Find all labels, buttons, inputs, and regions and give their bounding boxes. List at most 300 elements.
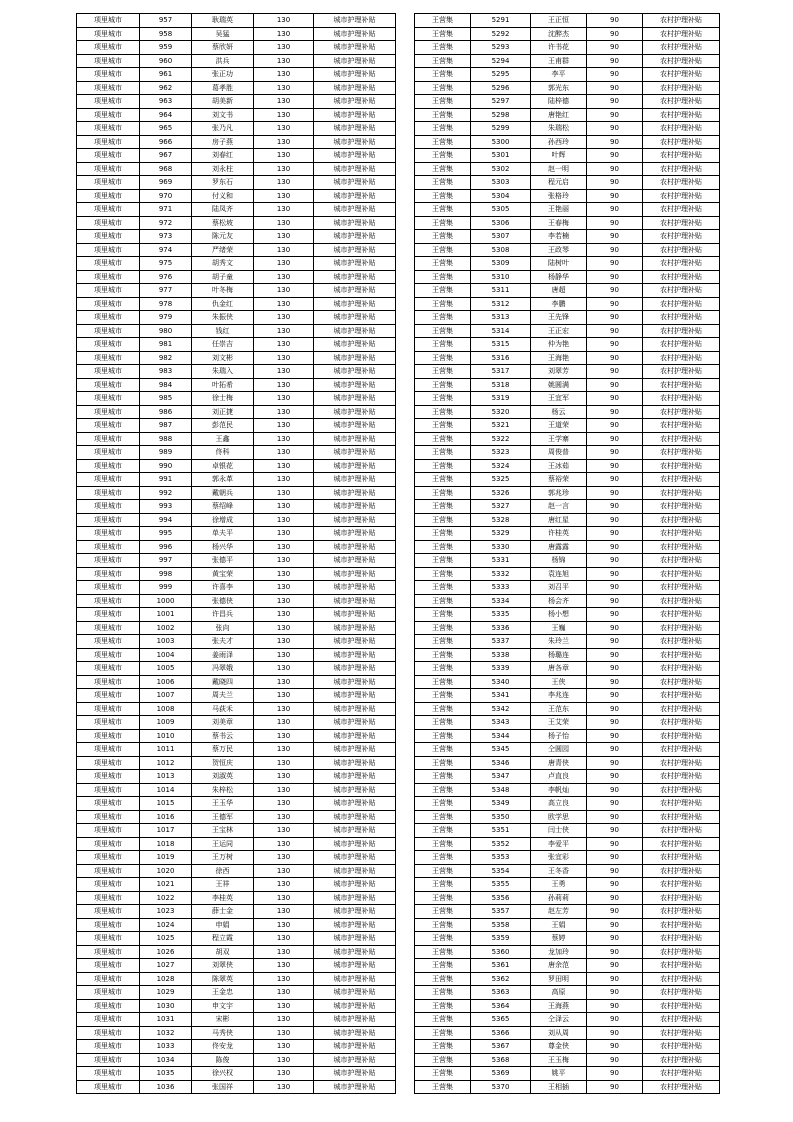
district-cell: 王营集	[415, 878, 471, 892]
amount-cell: 90	[587, 864, 643, 878]
subsidy-type-cell: 农村护理补贴	[643, 527, 720, 541]
name-cell: 杨兴华	[192, 540, 254, 554]
district-cell: 王营集	[415, 851, 471, 865]
table-row	[77, 27, 396, 41]
subsidy-type-cell: 农村护理补贴	[643, 216, 720, 230]
name-cell: 张格玲	[531, 189, 587, 203]
table-row	[415, 122, 720, 136]
amount-cell: 90	[587, 446, 643, 460]
name-cell: 唐各章	[531, 662, 587, 676]
name-cell: 王春梅	[531, 216, 587, 230]
serial-number-cell: 1013	[140, 770, 192, 784]
subsidy-type-cell: 农村护理补贴	[643, 554, 720, 568]
serial-number-cell: 989	[140, 446, 192, 460]
subsidy-type-cell: 城市护理补贴	[314, 297, 396, 311]
district-cell: 王营集	[415, 365, 471, 379]
district-cell: 项里城市	[77, 662, 140, 676]
serial-number-cell: 5300	[471, 135, 531, 149]
serial-number-cell: 5325	[471, 473, 531, 487]
serial-number-cell: 5367	[471, 1040, 531, 1054]
serial-number-cell: 5293	[471, 41, 531, 55]
amount-cell: 130	[254, 95, 314, 109]
name-cell: 王道荣	[531, 419, 587, 433]
serial-number-cell: 5321	[471, 419, 531, 433]
name-cell: 王正宏	[531, 324, 587, 338]
name-cell: 赵一言	[531, 500, 587, 514]
amount-cell: 90	[587, 662, 643, 676]
subsidy-type-cell: 农村护理补贴	[643, 135, 720, 149]
serial-number-cell: 5361	[471, 959, 531, 973]
serial-number-cell: 997	[140, 554, 192, 568]
subsidy-type-cell: 农村护理补贴	[643, 54, 720, 68]
name-cell: 朱梓松	[192, 783, 254, 797]
district-cell: 王营集	[415, 567, 471, 581]
table-row	[77, 216, 396, 230]
amount-cell: 90	[587, 621, 643, 635]
name-cell: 徐兴权	[192, 1067, 254, 1081]
amount-cell: 130	[254, 783, 314, 797]
subsidy-type-cell: 城市护理补贴	[314, 716, 396, 730]
district-cell: 项里城市	[77, 716, 140, 730]
district-cell: 王营集	[415, 189, 471, 203]
table-row	[77, 392, 396, 406]
district-cell: 项里城市	[77, 378, 140, 392]
name-cell: 陆树叶	[531, 257, 587, 271]
subsidy-type-cell: 农村护理补贴	[643, 905, 720, 919]
serial-number-cell: 959	[140, 41, 192, 55]
amount-cell: 90	[587, 905, 643, 919]
district-cell: 王营集	[415, 243, 471, 257]
amount-cell: 90	[587, 891, 643, 905]
name-cell: 刘春红	[192, 149, 254, 163]
table-row	[77, 41, 396, 55]
table-row	[415, 1026, 720, 1040]
subsidy-type-cell: 农村护理补贴	[643, 378, 720, 392]
amount-cell: 130	[254, 189, 314, 203]
serial-number-cell: 5363	[471, 986, 531, 1000]
district-cell: 项里城市	[77, 932, 140, 946]
amount-cell: 90	[587, 473, 643, 487]
district-cell: 王营集	[415, 1040, 471, 1054]
name-cell: 罗田明	[531, 972, 587, 986]
amount-cell: 130	[254, 81, 314, 95]
name-cell: 黄宝荣	[192, 567, 254, 581]
name-cell: 唐青侠	[531, 756, 587, 770]
name-cell: 张向	[192, 621, 254, 635]
table-row	[415, 594, 720, 608]
table-row	[415, 365, 720, 379]
district-cell: 王营集	[415, 716, 471, 730]
table-row	[415, 405, 720, 419]
name-cell: 李兆连	[531, 689, 587, 703]
name-cell: 王甫群	[531, 54, 587, 68]
subsidy-type-cell: 农村护理补贴	[643, 446, 720, 460]
district-cell: 项里城市	[77, 284, 140, 298]
amount-cell: 130	[254, 635, 314, 649]
amount-cell: 90	[587, 743, 643, 757]
table-row	[77, 594, 396, 608]
district-cell: 项里城市	[77, 446, 140, 460]
name-cell: 仲为艳	[531, 338, 587, 352]
district-cell: 王营集	[415, 986, 471, 1000]
table-row	[77, 702, 396, 716]
serial-number-cell: 5302	[471, 162, 531, 176]
serial-number-cell: 5314	[471, 324, 531, 338]
district-cell: 项里城市	[77, 581, 140, 595]
amount-cell: 90	[587, 702, 643, 716]
name-cell: 戴晓四	[192, 675, 254, 689]
amount-cell: 130	[254, 527, 314, 541]
serial-number-cell: 1035	[140, 1067, 192, 1081]
table-row	[415, 702, 720, 716]
name-cell: 蔡绍峰	[192, 500, 254, 514]
name-cell: 陈俊	[192, 1053, 254, 1067]
name-cell: 蔡书云	[192, 729, 254, 743]
table-row	[77, 270, 396, 284]
name-cell: 唐余范	[531, 959, 587, 973]
district-cell: 王营集	[415, 891, 471, 905]
table-row	[415, 311, 720, 325]
amount-cell: 130	[254, 1026, 314, 1040]
district-cell: 王营集	[415, 837, 471, 851]
serial-number-cell: 998	[140, 567, 192, 581]
subsidy-type-cell: 城市护理补贴	[314, 432, 396, 446]
district-cell: 王营集	[415, 1080, 471, 1094]
table-row	[415, 648, 720, 662]
serial-number-cell: 5330	[471, 540, 531, 554]
name-cell: 张正功	[192, 68, 254, 82]
serial-number-cell: 1020	[140, 864, 192, 878]
amount-cell: 90	[587, 324, 643, 338]
district-cell: 项里城市	[77, 918, 140, 932]
subsidy-type-cell: 城市护理补贴	[314, 824, 396, 838]
name-cell: 袁连旭	[531, 567, 587, 581]
amount-cell: 130	[254, 365, 314, 379]
amount-cell: 90	[587, 567, 643, 581]
name-cell: 高立良	[531, 797, 587, 811]
serial-number-cell: 5347	[471, 770, 531, 784]
table-row	[415, 972, 720, 986]
table-row	[415, 540, 720, 554]
serial-number-cell: 5355	[471, 878, 531, 892]
district-cell: 项里城市	[77, 338, 140, 352]
subsidy-type-cell: 城市护理补贴	[314, 27, 396, 41]
table-row	[77, 581, 396, 595]
district-cell: 王营集	[415, 432, 471, 446]
name-cell: 王宝林	[192, 824, 254, 838]
subsidy-type-cell: 城市护理补贴	[314, 419, 396, 433]
subsidy-type-cell: 城市护理补贴	[314, 405, 396, 419]
serial-number-cell: 961	[140, 68, 192, 82]
name-cell: 严绪荣	[192, 243, 254, 257]
serial-number-cell: 1004	[140, 648, 192, 662]
serial-number-cell: 1018	[140, 837, 192, 851]
name-cell: 仇金红	[192, 297, 254, 311]
name-cell: 刘淑英	[192, 770, 254, 784]
serial-number-cell: 5320	[471, 405, 531, 419]
district-cell: 项里城市	[77, 999, 140, 1013]
amount-cell: 130	[254, 135, 314, 149]
table-row	[77, 54, 396, 68]
district-cell: 王营集	[415, 203, 471, 217]
subsidy-type-cell: 城市护理补贴	[314, 972, 396, 986]
district-cell: 项里城市	[77, 743, 140, 757]
subsidy-type-cell: 农村护理补贴	[643, 1040, 720, 1054]
table-row	[77, 230, 396, 244]
serial-number-cell: 5310	[471, 270, 531, 284]
amount-cell: 130	[254, 1067, 314, 1081]
serial-number-cell: 5353	[471, 851, 531, 865]
amount-cell: 90	[587, 554, 643, 568]
district-cell: 项里城市	[77, 675, 140, 689]
subsidy-type-cell: 农村护理补贴	[643, 149, 720, 163]
amount-cell: 130	[254, 675, 314, 689]
district-cell: 项里城市	[77, 432, 140, 446]
district-cell: 项里城市	[77, 473, 140, 487]
table-row	[77, 810, 396, 824]
name-cell: 王祥	[192, 878, 254, 892]
amount-cell: 90	[587, 756, 643, 770]
amount-cell: 130	[254, 270, 314, 284]
table-row	[415, 716, 720, 730]
table-row	[77, 459, 396, 473]
name-cell: 叶辉	[531, 149, 587, 163]
serial-number-cell: 5303	[471, 176, 531, 190]
district-cell: 王营集	[415, 135, 471, 149]
district-cell: 王营集	[415, 635, 471, 649]
name-cell: 杨锦	[531, 554, 587, 568]
amount-cell: 90	[587, 878, 643, 892]
left-roster-body	[77, 14, 396, 1094]
serial-number-cell: 966	[140, 135, 192, 149]
serial-number-cell: 5341	[471, 689, 531, 703]
district-cell: 项里城市	[77, 851, 140, 865]
subsidy-type-cell: 城市护理补贴	[314, 959, 396, 973]
amount-cell: 90	[587, 716, 643, 730]
subsidy-type-cell: 农村护理补贴	[643, 162, 720, 176]
serial-number-cell: 972	[140, 216, 192, 230]
subsidy-type-cell: 城市护理补贴	[314, 500, 396, 514]
name-cell: 张乃凡	[192, 122, 254, 136]
serial-number-cell: 1030	[140, 999, 192, 1013]
amount-cell: 130	[254, 500, 314, 514]
district-cell: 王营集	[415, 41, 471, 55]
subsidy-type-cell: 城市护理补贴	[314, 1013, 396, 1027]
name-cell: 王艾荣	[531, 716, 587, 730]
serial-number-cell: 1021	[140, 878, 192, 892]
table-row	[415, 81, 720, 95]
district-cell: 王营集	[415, 95, 471, 109]
subsidy-type-cell: 城市护理补贴	[314, 243, 396, 257]
amount-cell: 130	[254, 378, 314, 392]
amount-cell: 130	[254, 918, 314, 932]
name-cell: 徐增成	[192, 513, 254, 527]
amount-cell: 90	[587, 297, 643, 311]
district-cell: 项里城市	[77, 824, 140, 838]
subsidy-type-cell: 农村护理补贴	[643, 257, 720, 271]
amount-cell: 130	[254, 419, 314, 433]
name-cell: 唐红星	[531, 513, 587, 527]
name-cell: 胡双	[192, 945, 254, 959]
district-cell: 项里城市	[77, 540, 140, 554]
table-row	[77, 689, 396, 703]
subsidy-type-cell: 城市护理补贴	[314, 216, 396, 230]
serial-number-cell: 995	[140, 527, 192, 541]
name-cell: 罗东石	[192, 176, 254, 190]
name-cell: 卢直良	[531, 770, 587, 784]
district-cell: 王营集	[415, 68, 471, 82]
table-row	[77, 1053, 396, 1067]
table-row	[77, 122, 396, 136]
district-cell: 项里城市	[77, 149, 140, 163]
table-row	[415, 297, 720, 311]
subsidy-type-cell: 农村护理补贴	[643, 1026, 720, 1040]
subsidy-type-cell: 农村护理补贴	[643, 999, 720, 1013]
name-cell: 沈醉杰	[531, 27, 587, 41]
serial-number-cell: 5362	[471, 972, 531, 986]
table-row	[415, 689, 720, 703]
name-cell: 朱振侠	[192, 311, 254, 325]
district-cell: 项里城市	[77, 959, 140, 973]
amount-cell: 130	[254, 351, 314, 365]
district-cell: 王营集	[415, 378, 471, 392]
district-cell: 项里城市	[77, 27, 140, 41]
name-cell: 葛孝胜	[192, 81, 254, 95]
district-cell: 王营集	[415, 662, 471, 676]
serial-number-cell: 5352	[471, 837, 531, 851]
district-cell: 王营集	[415, 1067, 471, 1081]
table-row	[415, 14, 720, 28]
subsidy-type-cell: 城市护理补贴	[314, 54, 396, 68]
district-cell: 王营集	[415, 405, 471, 419]
name-cell: 徐西	[192, 864, 254, 878]
table-row	[77, 756, 396, 770]
subsidy-type-cell: 农村护理补贴	[643, 810, 720, 824]
subsidy-type-cell: 农村护理补贴	[643, 932, 720, 946]
subsidy-type-cell: 农村护理补贴	[643, 797, 720, 811]
district-cell: 项里城市	[77, 162, 140, 176]
table-row	[77, 1026, 396, 1040]
amount-cell: 130	[254, 729, 314, 743]
table-row	[415, 230, 720, 244]
district-cell: 王营集	[415, 27, 471, 41]
subsidy-type-cell: 城市护理补贴	[314, 891, 396, 905]
subsidy-type-cell: 农村护理补贴	[643, 81, 720, 95]
name-cell: 卓银花	[192, 459, 254, 473]
name-cell: 任崇吉	[192, 338, 254, 352]
serial-number-cell: 1010	[140, 729, 192, 743]
serial-number-cell: 964	[140, 108, 192, 122]
name-cell: 刘文书	[192, 108, 254, 122]
subsidy-type-cell: 城市护理补贴	[314, 513, 396, 527]
district-cell: 项里城市	[77, 1040, 140, 1054]
amount-cell: 90	[587, 1067, 643, 1081]
district-cell: 王营集	[415, 81, 471, 95]
amount-cell: 90	[587, 1053, 643, 1067]
serial-number-cell: 5357	[471, 905, 531, 919]
amount-cell: 130	[254, 284, 314, 298]
table-row	[77, 486, 396, 500]
table-row	[415, 756, 720, 770]
subsidy-type-cell: 城市护理补贴	[314, 162, 396, 176]
name-cell: 张国祥	[192, 1080, 254, 1094]
district-cell: 项里城市	[77, 108, 140, 122]
name-cell: 郭永革	[192, 473, 254, 487]
serial-number-cell: 5366	[471, 1026, 531, 1040]
subsidy-type-cell: 城市护理补贴	[314, 594, 396, 608]
table-row	[415, 351, 720, 365]
district-cell: 王营集	[415, 945, 471, 959]
table-row	[77, 1080, 396, 1094]
name-cell: 杨小想	[531, 608, 587, 622]
name-cell: 胡子童	[192, 270, 254, 284]
table-row	[77, 95, 396, 109]
district-cell: 王营集	[415, 783, 471, 797]
name-cell: 刘翠芳	[531, 365, 587, 379]
subsidy-type-cell: 农村护理补贴	[643, 540, 720, 554]
serial-number-cell: 1015	[140, 797, 192, 811]
district-cell: 王营集	[415, 311, 471, 325]
name-cell: 姚平	[531, 1067, 587, 1081]
amount-cell: 130	[254, 824, 314, 838]
amount-cell: 130	[254, 297, 314, 311]
serial-number-cell: 5365	[471, 1013, 531, 1027]
amount-cell: 130	[254, 1053, 314, 1067]
amount-cell: 130	[254, 594, 314, 608]
name-cell: 王勇	[531, 878, 587, 892]
serial-number-cell: 990	[140, 459, 192, 473]
district-cell: 项里城市	[77, 54, 140, 68]
name-cell: 周俊普	[531, 446, 587, 460]
amount-cell: 90	[587, 635, 643, 649]
name-cell: 程立霞	[192, 932, 254, 946]
table-row	[415, 1053, 720, 1067]
district-cell: 项里城市	[77, 513, 140, 527]
table-row	[415, 824, 720, 838]
district-cell: 王营集	[415, 513, 471, 527]
table-row	[77, 878, 396, 892]
subsidy-type-cell: 城市护理补贴	[314, 770, 396, 784]
table-row	[415, 581, 720, 595]
table-row	[415, 1040, 720, 1054]
district-cell: 项里城市	[77, 972, 140, 986]
table-row	[77, 716, 396, 730]
table-row	[415, 392, 720, 406]
district-cell: 项里城市	[77, 554, 140, 568]
district-cell: 王营集	[415, 756, 471, 770]
serial-number-cell: 5326	[471, 486, 531, 500]
district-cell: 项里城市	[77, 324, 140, 338]
serial-number-cell: 1017	[140, 824, 192, 838]
district-cell: 王营集	[415, 270, 471, 284]
serial-number-cell: 5346	[471, 756, 531, 770]
subsidy-type-cell: 农村护理补贴	[643, 311, 720, 325]
table-row	[415, 338, 720, 352]
serial-number-cell: 5334	[471, 594, 531, 608]
serial-number-cell: 996	[140, 540, 192, 554]
subsidy-type-cell: 农村护理补贴	[643, 122, 720, 136]
serial-number-cell: 5337	[471, 635, 531, 649]
subsidy-type-cell: 城市护理补贴	[314, 567, 396, 581]
serial-number-cell: 960	[140, 54, 192, 68]
table-row	[415, 662, 720, 676]
district-cell: 王营集	[415, 864, 471, 878]
table-row	[77, 81, 396, 95]
subsidy-type-cell: 农村护理补贴	[643, 108, 720, 122]
name-cell: 胡美新	[192, 95, 254, 109]
serial-number-cell: 1005	[140, 662, 192, 676]
serial-number-cell: 970	[140, 189, 192, 203]
